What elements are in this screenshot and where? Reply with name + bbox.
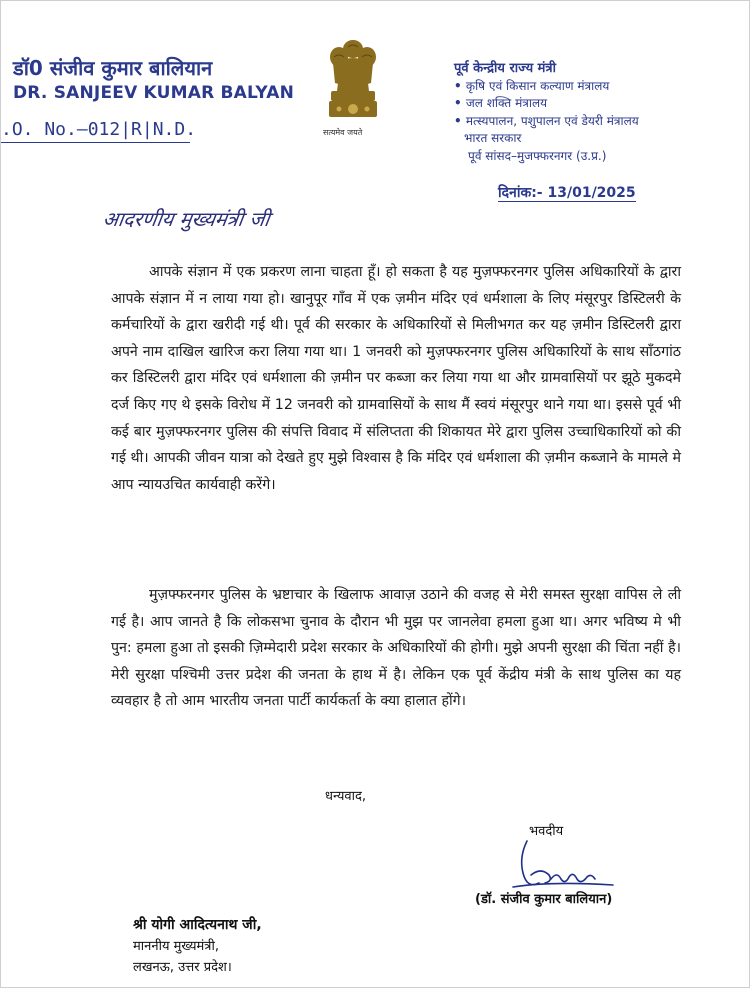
designation-title: पूर्व केन्द्रीय राज्य मंत्री (454, 61, 556, 76)
ministry-item: • जल शक्ति मंत्रालय (454, 96, 548, 110)
salutation: आदरणीय मुख्यमंत्री जी (101, 207, 272, 231)
letter-date: दिनांक:- 13/01/2025 (498, 185, 636, 201)
signer-name: (डॉ. संजीव कुमार बालियान) (475, 892, 613, 907)
recipient-place: लखनऊ, उत्तर प्रदेश। (133, 960, 232, 975)
ministry-item: • मत्स्यपालन, पशुपालन एवं डेयरी मंत्रालय (454, 113, 639, 128)
closing-thanks: धन्यवाद, (325, 789, 367, 804)
recipient-title: माननीय मुख्यमंत्री, (133, 939, 219, 954)
yours-faithfully: भवदीय (529, 824, 564, 839)
sender-name-english: DR. SANJEEV KUMAR BALYAN (13, 83, 295, 103)
recipient-address (133, 915, 262, 978)
ministry-item: • कृषि एवं किसान कल्याण मंत्रालय (454, 78, 610, 93)
national-emblem-icon (319, 35, 387, 139)
emblem-motto: सत्यमेव जयते (323, 128, 363, 137)
sender-name-hindi: डॉ0 संजीव कुमार बालियान (13, 56, 213, 80)
government-line: भारत सरकार (464, 131, 522, 145)
body-paragraph-2: मुज़फ्फरनगर पुलिस के भ्रष्टाचार के खिलाफ आवाज़ उठाने की वजह से मेरी समस्त सुरक्षा वापिस ले ली गई है। आप जानते है कि लोकसभा चुनाव के दौरान भी मुझ पर जानलेवा हमला हुआ था। अगर भविष्य मे भी पुन: हमला हुआ तो इसकी ज़िम्मेदारी प्रदेश सरकार के अधिकारियों की होगी। मुझे अपनी सुरक्षा की चिंता नहीं है। मेरी सुरक्षा पश्चिमी उत्तर प्रदेश की जनता के हाथ में है। लेकिन एक पूर्व केंद्रीय मंत्री के साथ पुलिस का यह व्यवहार है तो आम भारतीय जनता पार्टी कार्यकर्ता के क्या हालात होंगे। (111, 587, 681, 710)
former-mp-line: पूर्व सांसद–मुजफ्फरनगर (उ.प्र.) (468, 148, 607, 163)
recipient-name: श्री योगी आदित्यनाथ जी, (133, 917, 262, 933)
body-paragraph-1: आपके संज्ञान में एक प्रकरण लाना चाहता हूँ। हो सकता है यह मुज़फ्फरनगर पुलिस अधिकारियों के द्वारा आपके संज्ञान में न लाया गया हो। खानुपूर गाँव में एक ज़मीन मंदिर एवं धर्मशाला के लिए मंसूरपुर डिस्टिलरी के कर्मचारियों के द्वारा खरीदी गई थी। पूर्व की सरकार के अधिकारियों से मिलीभगत कर यह ज़मीन डिस्टिलरी द्वारा अपने नाम दाखिल खारिज करा लिया गया था। 1 जनवरी को मुज़फ्फरनगर पुलिस अधिकारियों के साथ साँठगांठ कर डिस्टिलरी द्वारा मंदिर एवं धर्मशाला की ज़मीन पर कब्जा कर लिया गया था और ग्रामवासियों पर झूठे मुकदमे दर्ज किए गए थे इसके विरोध में 12 जनवरी को ग्रामवासियों के साथ मैं स्वयं मंसूरपुर थाने गया था। इससे पूर्व भी कई बार मुज़फ्फरनगर पुलिस की संपत्ति विवाद में संलिप्तता की शिकायत मेरे द्वारा पुलिस उच्चाधिकारियों को की गई थी। आपकी जीवन यात्रा को देखते हुए मुझे विश्वास है कि मंदिर एवं धर्मशाला की ज़मीन कब्जाने के मामले मे आप न्यायउचित कार्यवाही करेंगे। (111, 264, 681, 493)
reference-number: .O. No.–012|R|N.D. (1, 119, 197, 140)
designation-block (454, 60, 639, 165)
